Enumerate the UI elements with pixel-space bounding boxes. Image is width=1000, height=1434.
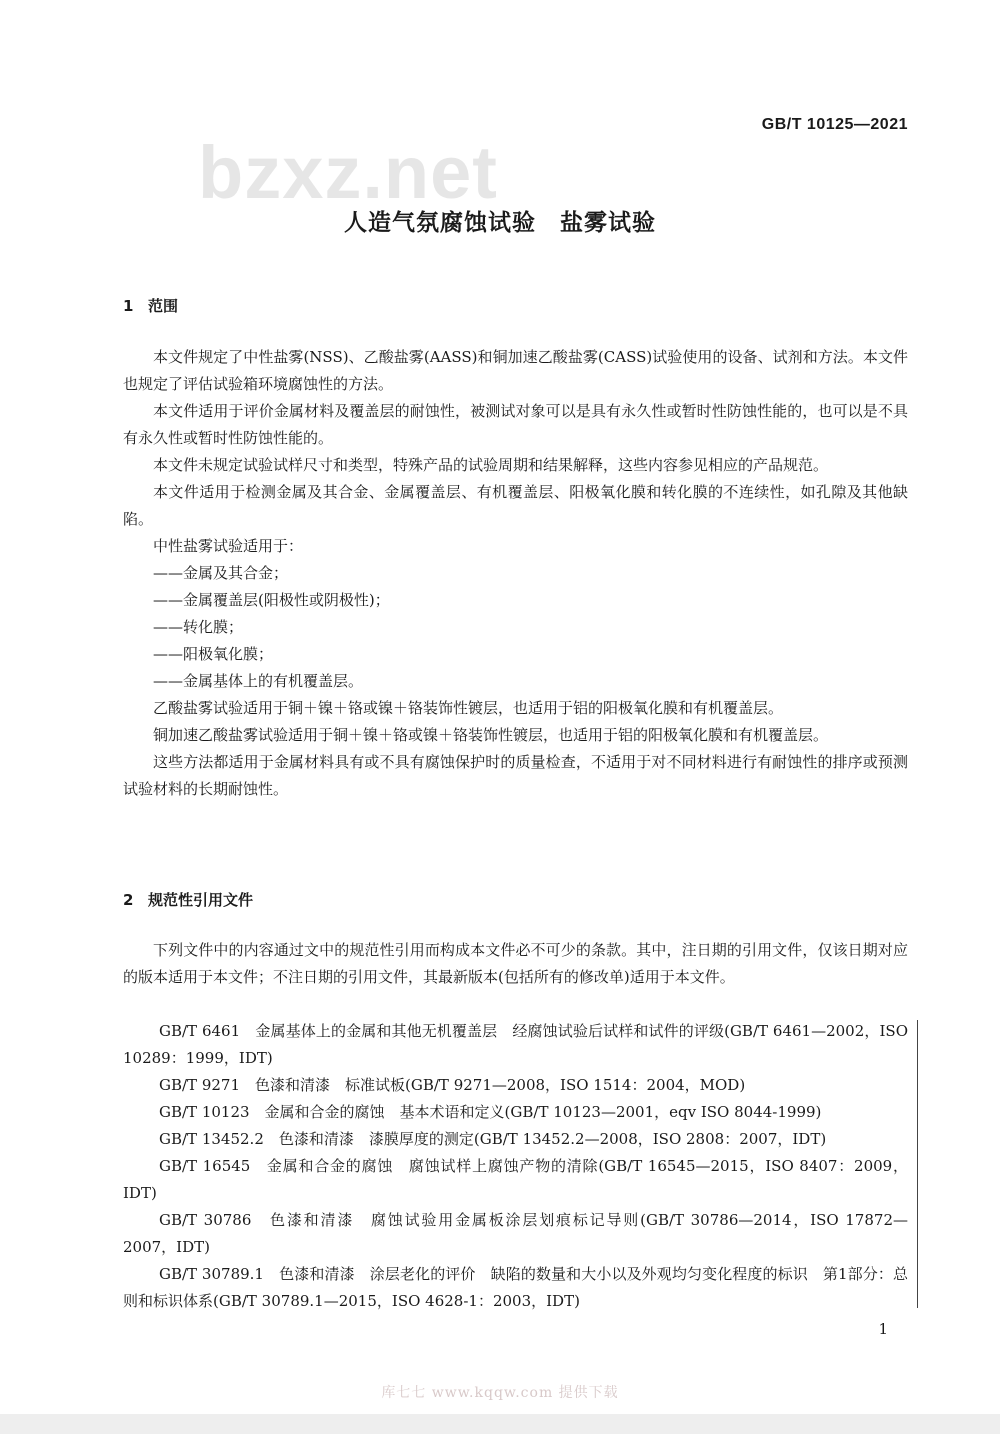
reference-item: GB/T 30786 色漆和清漆 腐蚀试验用金属板涂层划痕标记导则(GB/T 30786—2014，ISO 17872—2007，IDT) [123,1211,908,1256]
paragraph: 这些方法都适用于金属材料具有或不具有腐蚀保护时的质量检查，不适用于对不同材料进行有耐蚀性的排序或预测试验材料的长期耐蚀性。 [123,753,908,798]
reference-item: GB/T 16545 金属和合金的腐蚀 腐蚀试样上腐蚀产物的清除(GB/T 16545—2015，ISO 8407：2009，IDT) [123,1157,908,1202]
reference-item: GB/T 30789.1 色漆和清漆 涂层老化的评价 缺陷的数量和大小以及外观均匀变化程度的标识 第1部分：总则和标识体系(GB/T 30789.1—2015，ISO 4628-1：2003，IDT) [123,1265,908,1310]
list-item: ——金属覆盖层(阳极性或阴极性)； [153,591,390,609]
list-item: ——转化膜； [153,618,244,636]
paragraph: 铜加速乙酸盐雾试验适用于铜＋镍＋铬或镍＋铬装饰性镀层，也适用于铝的阳极氧化膜和有机覆盖层。 [153,726,829,744]
document-title: 人造气氛腐蚀试验 盐雾试验 [344,210,656,236]
paragraph: 本文件适用于检测金属及其合金、金属覆盖层、有机覆盖层、阳极氧化膜和转化膜的不连续性，如孔隙及其他缺陷。 [123,483,908,528]
reference-item: GB/T 10123 金属和合金的腐蚀 基本术语和定义(GB/T 10123—2001，eqv ISO 8044-1999) [159,1103,822,1121]
reference-item: GB/T 6461 金属基体上的金属和其他无机覆盖层 经腐蚀试验后试样和试件的评级(GB/T 6461—2002，ISO 10289：1999，IDT) [123,1022,908,1067]
list-item: ——阳极氧化膜； [153,645,274,663]
list-item: ——金属及其合金； [153,564,289,582]
paragraph: 乙酸盐雾试验适用于铜＋镍＋铬或镍＋铬装饰性镀层，也适用于铝的阳极氧化膜和有机覆盖层。 [153,699,784,717]
section-2-title: 规范性引用文件 [148,891,254,909]
section-1-number: 1 [123,297,134,315]
reference-item: GB/T 9271 色漆和清漆 标准试板(GB/T 9271—2008，ISO 1514：2004，MOD) [159,1076,746,1094]
paragraph: 本文件规定了中性盐雾(NSS)、乙酸盐雾(AASS)和铜加速乙酸盐雾(CASS)试验使用的设备、试剂和方法。本文件也规定了评估试验箱环境腐蚀性的方法。 [123,348,908,393]
paragraph: 本文件适用于评价金属材料及覆盖层的耐蚀性，被测试对象可以是具有永久性或暂时性防蚀性能的，也可以是不具有永久性或暂时性防蚀性能的。 [123,402,908,447]
margin-rule [917,1020,918,1308]
download-footer: 库七七 www.kqqw.com 提供下载 [381,1385,619,1401]
page-number: 1 [878,1320,888,1338]
standard-number: GB/T 10125—2021 [761,116,908,133]
reference-item: GB/T 13452.2 色漆和清漆 漆膜厚度的测定(GB/T 13452.2—2008，ISO 2808：2007，IDT) [159,1130,827,1148]
section-2-number: 2 [123,891,134,909]
section-1-heading [123,295,178,316]
list-item: ——金属基体上的有机覆盖层。 [153,672,364,690]
section-2-intro [123,937,908,991]
section-1-title: 范围 [148,297,179,315]
reference-list [123,1018,908,1315]
paragraph: 下列文件中的内容通过文中的规范性引用而构成本文件必不可少的条款。其中，注日期的引用文件，仅该日期对应的版本适用于本文件；不注日期的引用文件，其最新版本(包括所有的修改单)适用于本文件。 [123,941,908,986]
paragraph: 中性盐雾试验适用于： [153,537,304,555]
bottom-bar [0,1414,1000,1434]
paragraph: 本文件未规定试验试样尺寸和类型，特殊产品的试验周期和结果解释，这些内容参见相应的产品规范。 [153,456,829,474]
section-2-heading [123,889,253,910]
section-1-body [123,344,908,803]
watermark: bzxz.net [198,131,498,214]
